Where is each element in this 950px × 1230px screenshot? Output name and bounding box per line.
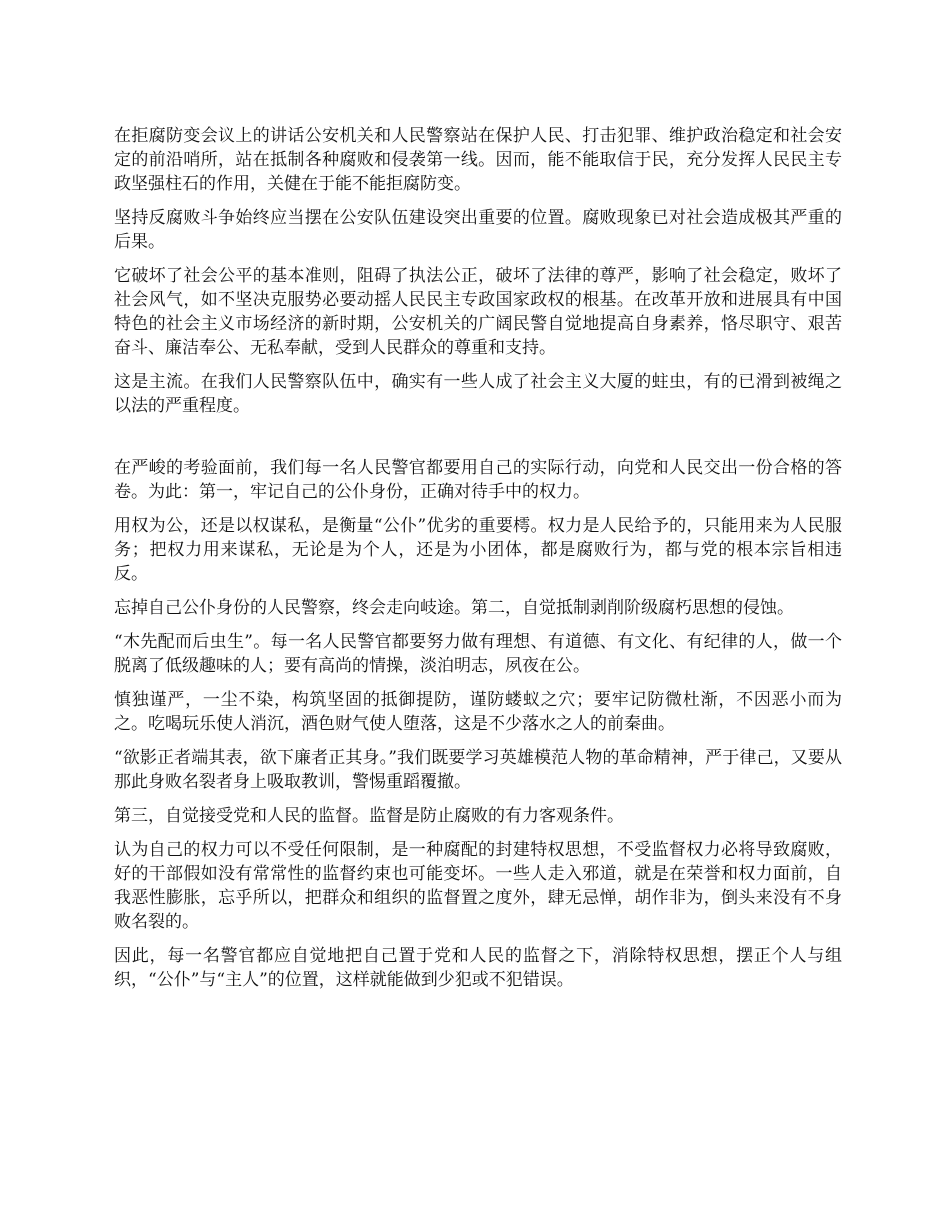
paragraph: “木先配而后虫生”。每一名人民警官都要努力做有理想、有道德、有文化、有纪律的人，做一个脱离了低级趣味的人；要有高尚的情操，淡泊明志，夙夜在公。: [114, 632, 842, 676]
paragraph: 坚持反腐败斗争始终应当摆在公安队伍建设突出重要的位置。腐败现象已对社会造成极其严重的后果。: [114, 208, 842, 252]
document-section-1: [114, 124, 842, 428]
paragraph: 因此，每一名警官都应自觉地把自己置于党和人民的监督之下，消除特权思想，摆正个人与组织，“公仆”与“主人”的位置，这样就能做到少犯或不犯错误。: [114, 946, 842, 990]
paragraph: 在严峻的考验面前，我们每一名人民警官都要用自己的实际行动，向党和人民交出一份合格的答卷。为此：第一，牢记自己的公仆身份，正确对待手中的权力。: [114, 458, 842, 502]
paragraph: 慎独谨严，一尘不染，构筑坚固的抵御提防，谨防蝼蚁之穴；要牢记防微杜渐，不因恶小而为之。吃喝玩乐使人消沉，酒色财气使人堕落，这是不少落水之人的前秦曲。: [114, 690, 842, 734]
paragraph: 认为自己的权力可以不受任何限制，是一种腐配的封建特权思想，不受监督权力必将导致腐败，好的干部假如没有常常性的监督约束也可能变坏。一些人走入邪道，就是在荣誉和权力面前，自我恶性膨胀，忘乎所以，把群众和组织的监督置之度外，肆无忌惮，胡作非为，倒头来没有不身败名裂的。: [114, 840, 842, 932]
document-section-2: [114, 456, 842, 1002]
paragraph: 忘掉自己公仆身份的人民警察，终会走向岐途。第二，自觉抵制剥削阶级腐朽思想的侵蚀。: [114, 598, 794, 618]
paragraph: 在拒腐防变会议上的讲话公安机关和人民警察站在保护人民、打击犯罪、维护政治稳定和社会安定的前沿哨所，站在抵制各种腐败和侵袭第一线。因而，能不能取信于民，充分发挥人民民主专政坚强柱石的作用，关健在于能不能拒腐防变。: [114, 126, 842, 194]
paragraph: 这是主流。在我们人民警察队伍中，确实有一些人成了社会主义大厦的蛀虫，有的已滑到被绳之以法的严重程度。: [114, 372, 842, 416]
paragraph: 第三，自觉接受党和人民的监督。监督是防止腐败的有力客观条件。: [114, 806, 624, 826]
paragraph: “欲影正者端其表，欲下廉者正其身。”我们既要学习英雄模范人物的革命精神，严于律己，又要从那此身败名裂者身上吸取教训，警惕重蹈覆撤。: [114, 748, 842, 792]
paragraph: 它破坏了社会公平的基本准则，阻碍了执法公正，破坏了法律的尊严，影响了社会稳定，败坏了社会风气，如不坚决克服势必要动摇人民民主专政国家政权的根基。在改革开放和进展具有中国特色的社会主义市场经济的新时期，公安机关的广阔民警自觉地提高自身素养，恪尽职守、艰苦奋斗、廉洁奉公、无私奉献，受到人民群众的尊重和支持。: [114, 266, 842, 358]
paragraph: 用权为公，还是以权谋私，是衡量“公仆”优劣的重要樗。权力是人民给予的，只能用来为人民服务；把权力用来谋私，无论是为个人，还是为小团体，都是腐败行为，都与党的根本宗旨相违反。: [114, 516, 842, 584]
